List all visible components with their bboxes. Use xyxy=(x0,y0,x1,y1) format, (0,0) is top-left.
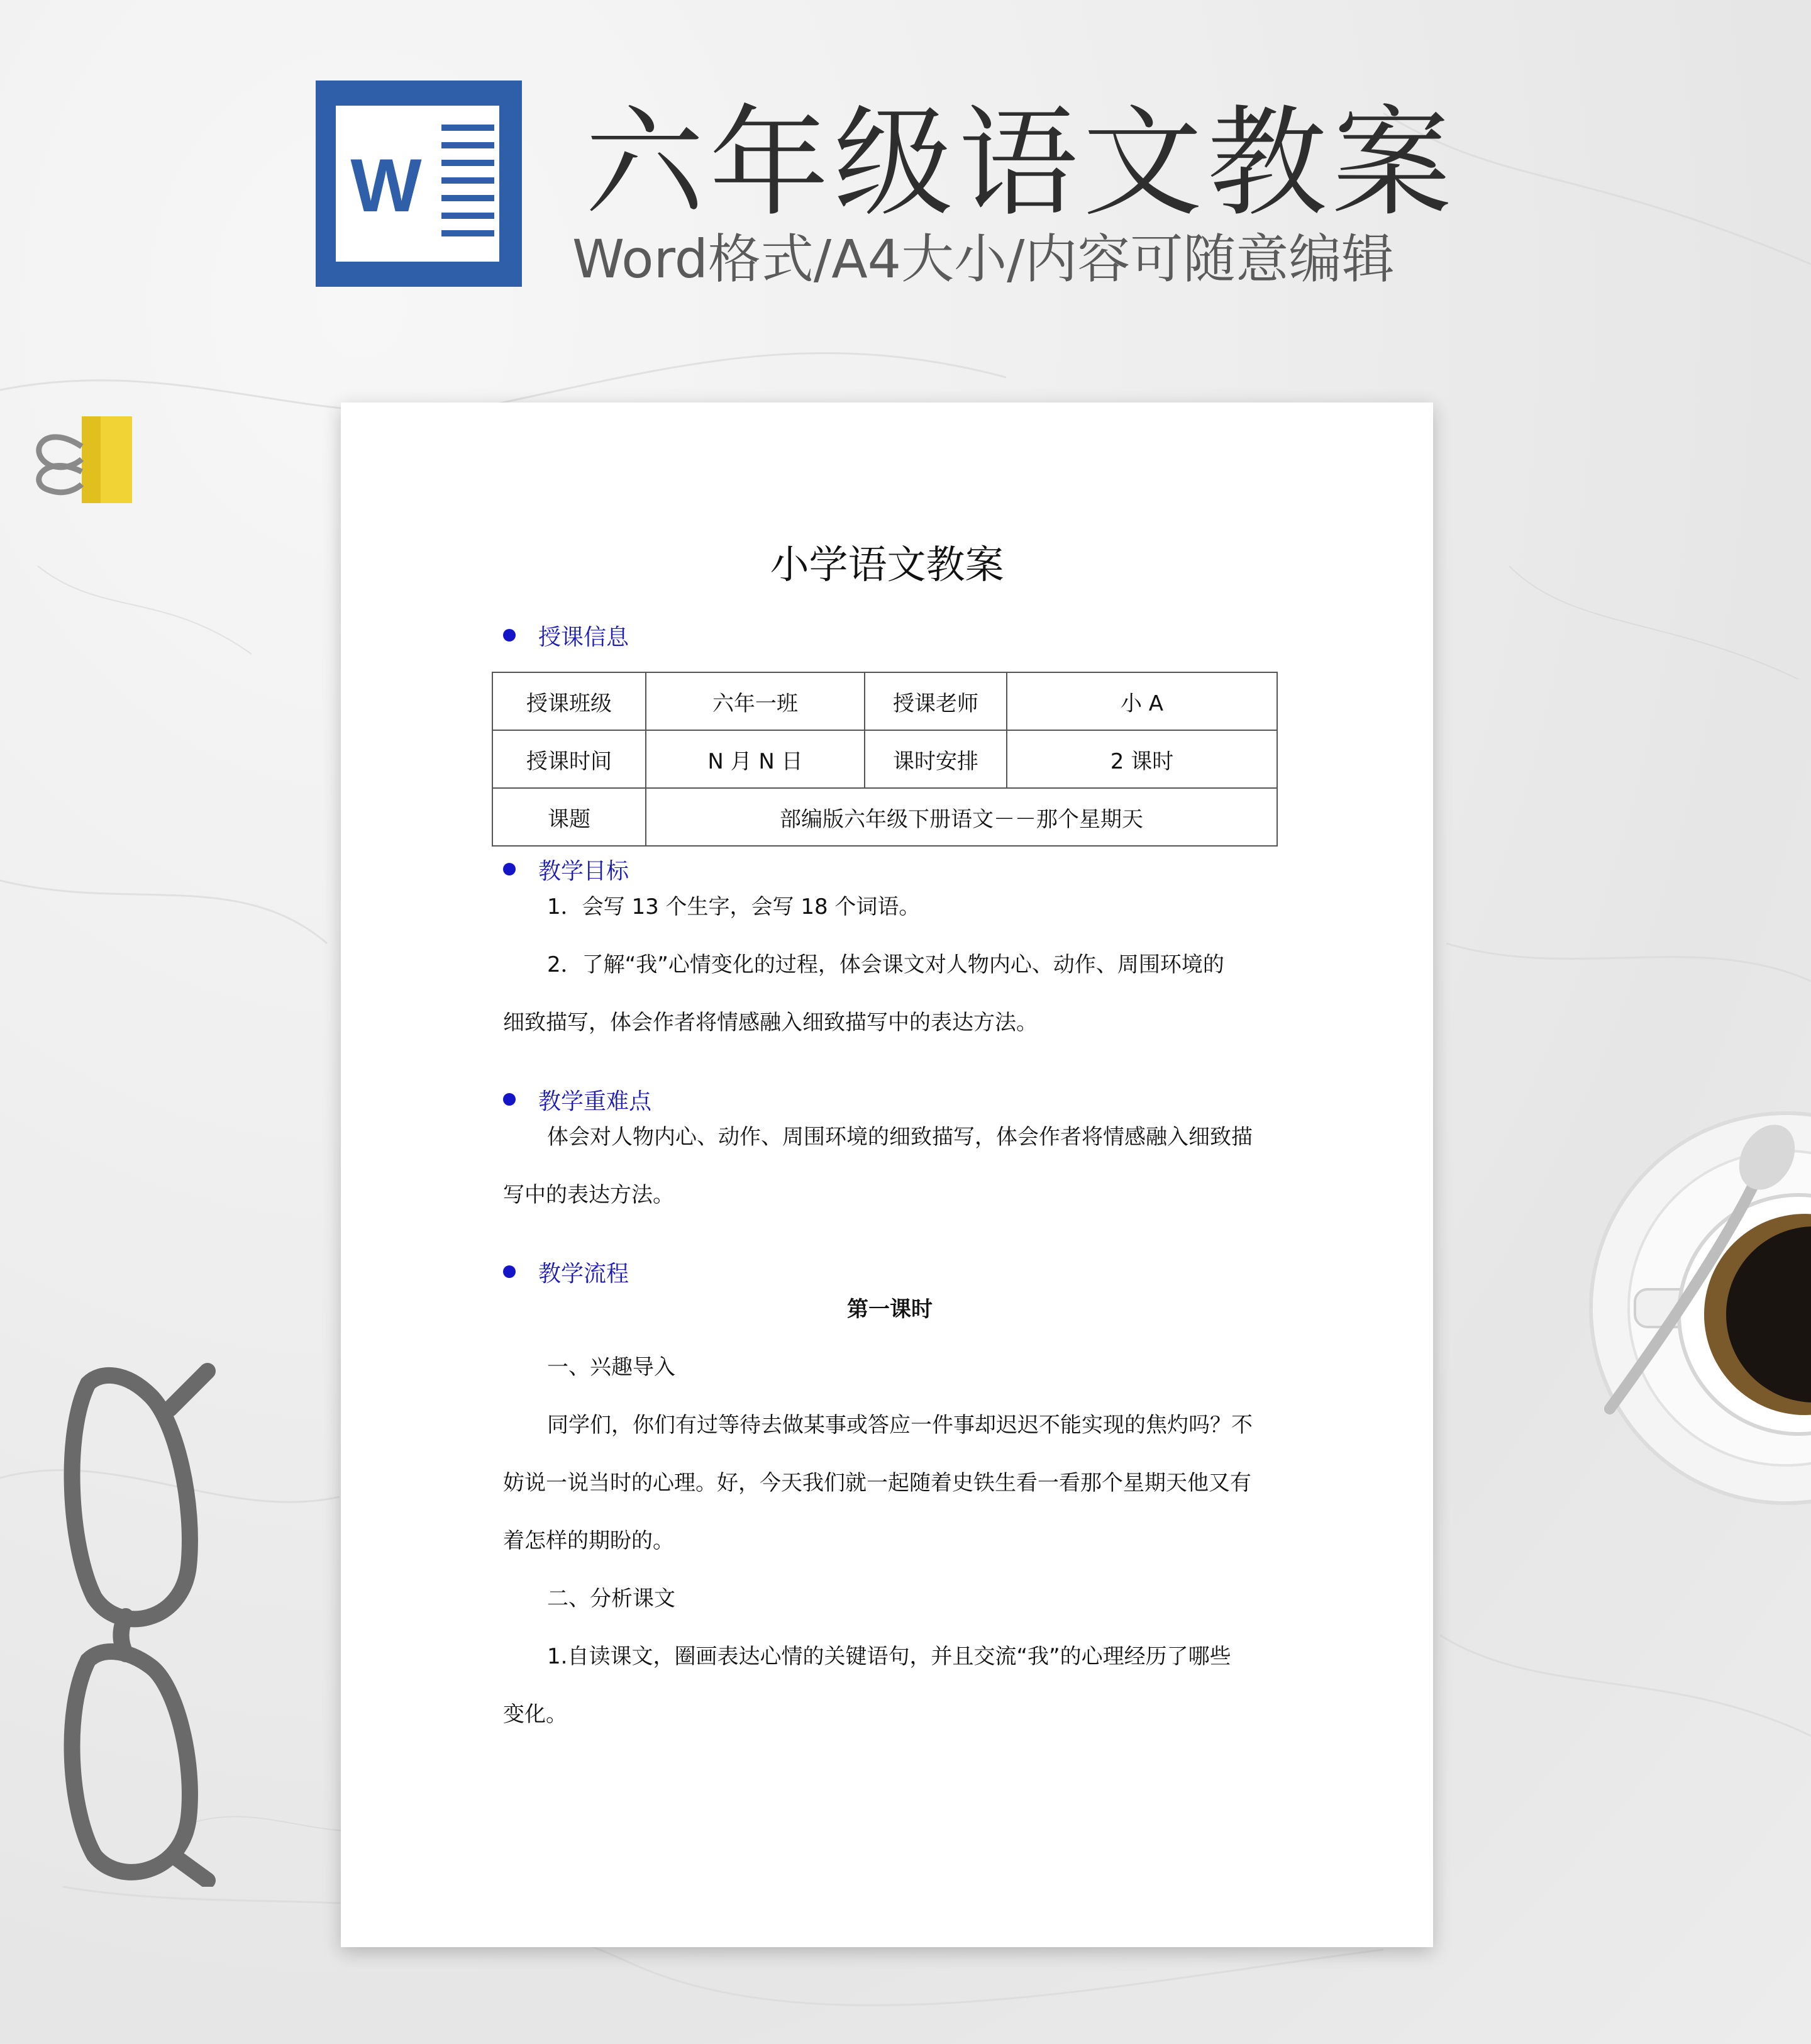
goal-line: 1．会写 13 个生字，会写 18 个词语。 xyxy=(547,894,921,919)
info-table xyxy=(492,672,1278,847)
table-cell: N 月 N 日 xyxy=(646,730,865,788)
table-row xyxy=(492,730,1277,788)
lesson-heading: 第一课时 xyxy=(847,1297,933,1322)
bullet-dot-icon xyxy=(503,1265,516,1278)
page-title: 六年级语文教案 xyxy=(585,94,1457,233)
document-title: 小学语文教案 xyxy=(770,542,1004,587)
section-heading: 教学重难点 xyxy=(538,1088,652,1114)
step-heading: 一、兴趣导入 xyxy=(547,1355,675,1380)
section-heading: 教学目标 xyxy=(538,858,629,884)
page-subtitle: Word格式/A4大小/内容可随意编辑 xyxy=(572,228,1395,290)
section-heading: 教学流程 xyxy=(538,1260,629,1287)
paragraph-line: 同学们，你们有过等待去做某事或答应一件事却迟迟不能实现的焦灼吗？不 xyxy=(547,1413,1253,1438)
section-heading: 授课信息 xyxy=(538,624,629,650)
table-cell: 课题 xyxy=(492,788,646,846)
document-page xyxy=(341,403,1433,1947)
word-logo xyxy=(316,81,522,287)
goal-line: 细致描写，体会作者将情感融入细致描写中的表达方法。 xyxy=(503,1010,1038,1035)
table-cell: 授课时间 xyxy=(492,730,646,788)
word-doc-icon xyxy=(316,81,522,287)
logo-letter: W xyxy=(350,143,422,228)
table-cell: 授课老师 xyxy=(865,672,1007,730)
coffee-cup-icon xyxy=(1585,1101,1811,1528)
paragraph-line: 妨说一说当时的心理。好，今天我们就一起随着史铁生看一看那个星期天他又有 xyxy=(503,1470,1251,1496)
bullet-dot-icon xyxy=(503,863,516,875)
binder-clip-icon xyxy=(19,409,132,509)
table-row xyxy=(492,672,1277,730)
goal-line: 2．了解“我”心情变化的过程，体会课文对人物内心、动作、周围环境的 xyxy=(547,952,1224,977)
table-cell: 小 A xyxy=(1007,672,1277,730)
table-cell: 课时安排 xyxy=(865,730,1007,788)
table-cell: 六年一班 xyxy=(646,672,865,730)
table-row xyxy=(492,788,1277,846)
paragraph-line: 变化。 xyxy=(503,1702,567,1727)
bullet-dot-icon xyxy=(503,629,516,642)
glasses-icon xyxy=(50,1358,239,1887)
keypoint-line: 体会对人物内心、动作、周围环境的细致描写，体会作者将情感融入细致描 xyxy=(547,1125,1253,1150)
paragraph-line: 着怎样的期盼的。 xyxy=(503,1528,674,1553)
bullet-dot-icon xyxy=(503,1093,516,1106)
table-cell: 授课班级 xyxy=(492,672,646,730)
keypoint-line: 写中的表达方法。 xyxy=(503,1182,674,1208)
table-cell: 2 课时 xyxy=(1007,730,1277,788)
paragraph-line: 1.自读课文，圈画表达心情的关键语句，并且交流“我”的心理经历了哪些 xyxy=(547,1644,1231,1669)
step-heading: 二、分析课文 xyxy=(547,1586,675,1611)
section-info xyxy=(503,616,629,654)
table-cell: 部编版六年级下册语文－－那个星期天 xyxy=(646,788,1277,846)
